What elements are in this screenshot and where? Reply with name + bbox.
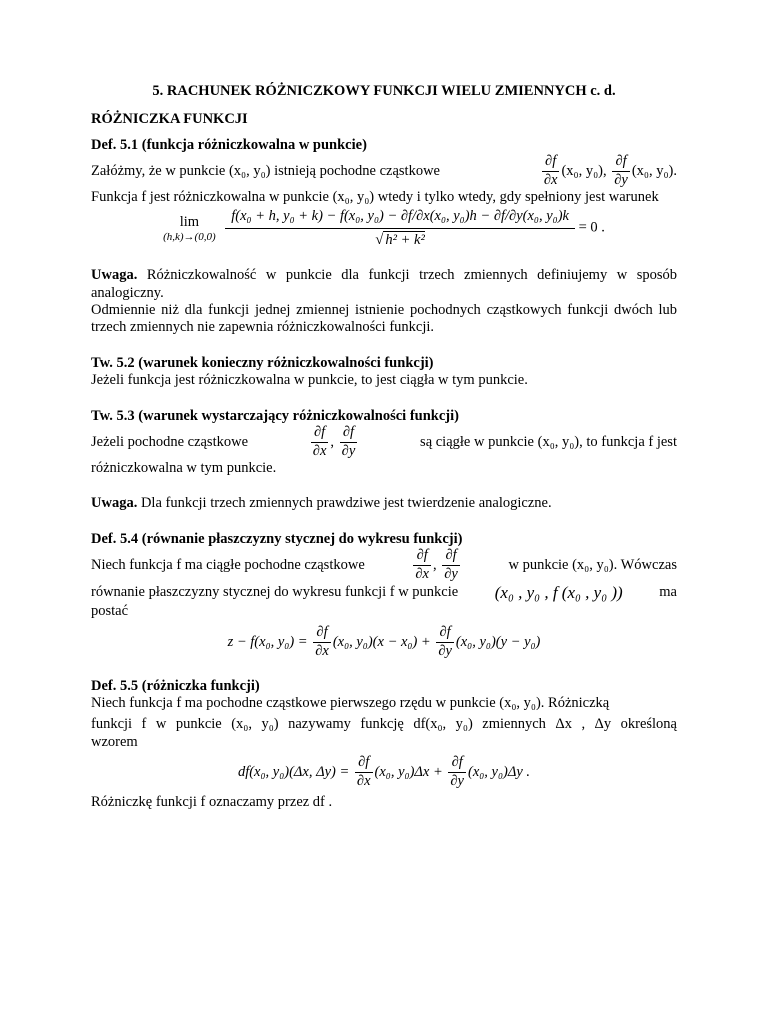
partial-f-y: $\frac{\partial f}{\partial y}$ [341,423,356,459]
tw52-text: Jeżeli funkcja jest różniczkowalna w punkcie, to jest ciągła w tym punkcie. [91,372,528,389]
def51-line1 [91,154,677,189]
def55-line3: wzorem [91,733,138,750]
tw52-heading: Tw. 5.2 (warunek konieczny różniczkowalności funkcji) [91,354,434,371]
def51-line2: Funkcja f jest różniczkowalna w punkcie (x₀, y₀) wtedy i tylko wtedy, gdy spełniony jest warunek [91,189,659,206]
def55-heading: Def. 5.5 (różniczka funkcji) [91,677,260,694]
partial-f-x: $\frac{\partial f}{\partial x}$ [543,153,558,189]
def51-partials: $\frac{\partial f}{\partial x}$ (x₀, y₀), $\frac{\partial f}{\partial y}$ (x₀, y₀). [543,153,677,189]
tangent-plane-equation: z − f(x₀, y₀) = $\frac{\partial f}{\partial x}$ (x₀, y₀)(x − x₀) + $\frac{\partial f}{\partial y}$ (x₀, y₀)(y − y₀) [227,623,541,659]
tw53-heading: Tw. 5.3 (warunek wystarczający różniczkowalności funkcji) [91,407,459,424]
partial-f-y: $\frac{\partial f}{\partial y}$ [614,153,628,189]
section-heading: RÓŻNICZKA FUNKCJI [91,111,248,128]
document-title: 5. RACHUNEK RÓŻNICZKOWY FUNKCJI WIELU ZMIENNYCH c. d. [152,83,616,99]
uwaga2-paragraph: Uwaga. Dla funkcji trzech zmiennych prawdziwe jest twierdzenie analogiczne. [91,495,552,512]
tw53-line2: różniczkowalna w tym punkcie. [91,459,277,476]
def54-heading: Def. 5.4 (równanie płaszczyzny stycznej do wykresu funkcji) [91,530,463,547]
def55-line1: Niech funkcja f ma pochodne cząstkowe pierwszego rzędu w punkcie (x₀, y₀). Różniczką [91,694,610,711]
limit-fraction: f(x₀ + h, y₀ + k) − f(x₀, y₀) − ∂f/∂x(x₀, y₀)h − ∂f/∂y(x₀, y₀)k √ h² + k² [225,208,575,249]
def51-limit-formula: lim (h,k)→(0,0) f(x₀ + h, y₀ + k) − f(x₀, y₀) − ∂f/∂x(x₀, y₀)h − ∂f/∂y(x₀, y₀)k √ h² + k² = 0 . [163,208,605,248]
partial-f-y: $\frac{\partial f}{\partial y}$ [444,547,458,582]
uwaga1-paragraph: Uwaga. Różniczkowalność w punkcie dla funkcji trzech zmiennych definiujemy w sposób analogiczny. [91,267,678,301]
def51-heading: Def. 5.1 (funkcja różniczkowalna w punkcie) [91,136,367,153]
def54-line2: równanie płaszczyzny stycznej do wykresu funkcji f w punkcie (x₀ , y₀ , f (x₀ , y₀ )) ma [91,582,677,602]
def55-line2: funkcji f w punkcie (x₀, y₀) nazywamy funkcję df(x₀, y₀) zmiennych Δx , Δy określoną [91,716,677,733]
partial-f-x: $\frac{\partial f}{\partial x}$ [415,547,429,582]
uwaga1-paragraph2: Odmiennie niż dla funkcji jednej zmiennej istnienie pochodnych cząstkowych funkcji dwóch lub trzech zmiennych nie zapewnia różniczkowalności funkcji. [91,302,677,336]
limit-operator: lim (h,k)→(0,0) [163,213,216,243]
def54-line1: Niech funkcja f ma ciągłe pochodne cząstkowe $\frac{\partial f}{\partial x}$ , $\frac{\partial f}{\partial y}$ w punkcie (x₀, y₀). Wówczas [91,547,677,582]
def51-line1-text: Załóżmy, że w punkcie (x₀, y₀) istnieją pochodne cząstkowe [91,162,440,179]
def54-line3: postać [91,603,129,620]
differential-equation: df(x₀, y₀)(Δx, Δy) = $\frac{\partial f}{\partial x}$ (x₀, y₀)Δx + $\frac{\partial f}{\partial y}$ (x₀, y₀)Δy . [237,754,531,790]
tw53-line1: Jeżeli pochodne cząstkowe $\frac{\partial f}{\partial x}$ , $\frac{\partial f}{\partial y}$ są ciągłe w punkcie (x₀, y₀), to funkcja f jest [91,423,677,459]
def55-final: Różniczkę funkcji f oznaczamy przez df . [91,793,333,810]
document-content [91,83,677,811]
partial-f-x: $\frac{\partial f}{\partial x}$ [312,423,327,459]
